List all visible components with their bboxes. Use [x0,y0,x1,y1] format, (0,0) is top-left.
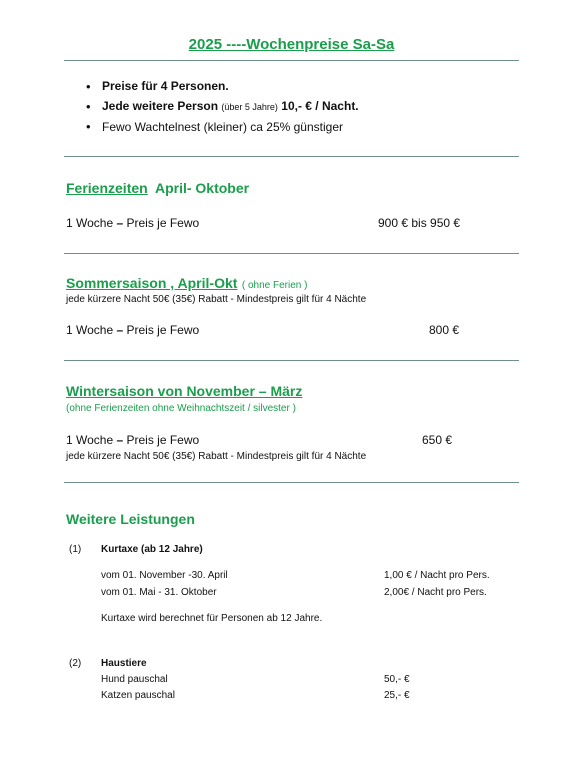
ferien-heading: Ferienzeiten [66,180,148,196]
kurtaxe-winter-price: 1,00 € / Nacht pro Pers. [384,570,490,581]
row-label-part: Preis je Fewo [123,323,200,337]
winter-subnote: (ohne Ferienzeiten ohne Weihnachtszeit / silvester ) [66,403,296,414]
kurtaxe-winter-label: vom 01. November -30. April [101,570,228,581]
sommer-rabatt: jede kürzere Nacht 50€ (35€) Rabatt - Mindestpreis gilt für 4 Nächte [66,294,367,305]
row-label-part: Preis je Fewo [123,433,200,447]
row-label-part: 1 Woche [66,216,117,230]
kurtaxe-title: Kurtaxe (ab 12 Jahre) [101,544,203,555]
weitere-heading: Weitere Leistungen [66,511,195,527]
row-label-part: Preis je Fewo [123,216,200,230]
row-label-dash: – [116,216,124,230]
row-label-part: 1 Woche [66,433,117,447]
divider [64,60,519,61]
ferien-row-label [66,216,199,230]
row-label-part: 1 Woche [66,323,117,337]
winter-row-label [66,433,199,447]
extra-person-price: 10,- € / Nacht. [281,99,359,113]
bullet-text-persons: Preise für 4 Personen. [102,79,229,93]
haustiere-cat-price: 25,- € [384,690,410,701]
haustiere-dog-label: Hund pauschal [101,674,168,685]
extra-person-label: Jede weitere Person [102,99,219,113]
winter-heading: Wintersaison von November – März [66,383,303,399]
sommer-row-label [66,323,199,337]
winter-price: 650 € [422,433,453,447]
winter-rabatt: jede kürzere Nacht 50€ (35€) Rabatt - Mindestpreis gilt für 4 Nächte [66,451,367,462]
divider [64,360,519,361]
bullet-text-extra-person [102,99,359,113]
ferien-heading-range: April- Oktober [154,180,250,196]
section-heading-sommersaison [66,275,307,293]
extra-person-note: (über 5 Jahre) [221,102,278,112]
divider [64,253,519,254]
kurtaxe-note: Kurtaxe wird berechnet für Personen ab 12 Jahre. [101,613,323,624]
kurtaxe-summer-label: vom 01. Mai - 31. Oktober [101,587,217,598]
haustiere-number: (2) [69,658,82,669]
bullet: • [86,79,91,94]
sommer-heading-note: ( ohne Ferien ) [241,280,308,291]
section-heading-ferienzeiten [66,180,249,196]
row-label-dash: – [116,323,124,337]
divider [64,482,519,483]
bullet: • [86,99,91,114]
kurtaxe-summer-price: 2,00€ / Nacht pro Pers. [384,587,487,598]
bullet-text-wachtelnest: Fewo Wachtelnest (kleiner) ca 25% günstiger [102,120,343,134]
ferien-price: 900 € bis 950 € [378,216,461,230]
kurtaxe-number: (1) [69,544,82,555]
haustiere-dog-price: 50,- € [384,674,410,685]
page-title: 2025 ----Wochenpreise Sa-Sa [188,36,395,53]
divider [64,156,519,157]
haustiere-title: Haustiere [101,658,147,669]
row-label-dash: – [116,433,124,447]
haustiere-cat-label: Katzen pauschal [101,690,175,701]
sommer-price: 800 € [429,323,460,337]
sommer-heading: Sommersaison , April-Okt [66,275,238,291]
bullet: • [86,119,91,134]
